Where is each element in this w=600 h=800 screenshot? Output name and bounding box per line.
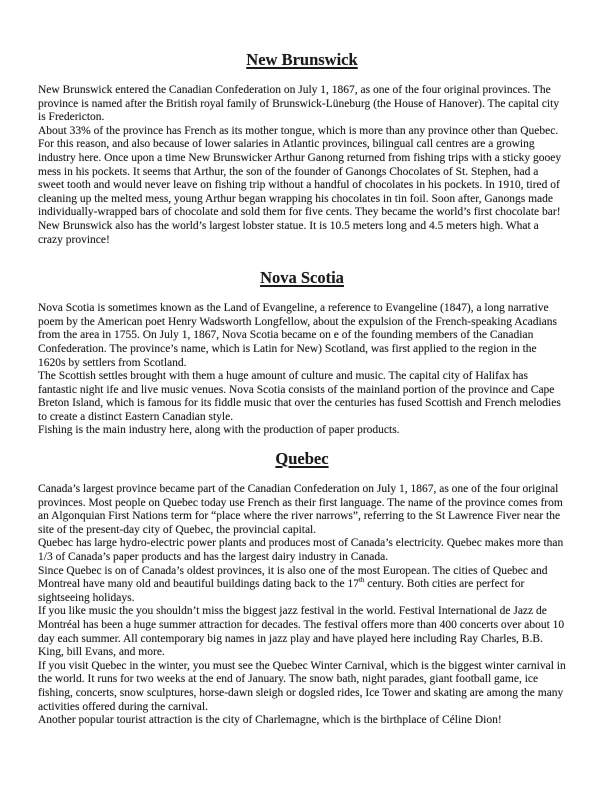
section-quebec	[38, 449, 566, 728]
section-title-quebec: Quebec	[275, 449, 329, 469]
section-nova-scotia	[38, 268, 566, 438]
paragraph: If you like music the you shouldn’t miss the biggest jazz festival in the world. Festival International de Jazz de Montréal has been a huge summer attraction for decades. The festival offers more than 400 concerts over about 10 day each summer. All contemporary big names in jazz play and have played here including Ray Charles, B.B. King, bill Evans, and more.	[38, 605, 565, 659]
paragraph: Another popular tourist attraction is the city of Charlemagne, which is the birthplace of Céline Dion!	[38, 714, 502, 727]
paragraph-text-after-superscript: century. Both cities are perfect for sightseeing holidays.	[38, 578, 525, 604]
section-new-brunswick	[38, 50, 566, 247]
paragraph: Fishing is the main industry here, along with the production of paper products.	[38, 424, 400, 437]
paragraph: Canada’s largest province became part of the Canadian Confederation on July 1, 1867, as one of the four original provinces. Most people on Quebec today use French as their first language. The name of the province comes from an Algonquian First Nations term for “place where the river narrows”, referring to the St Lawrence Fiver near the site of the present-day city of Quebec, the provincial capital.	[38, 483, 563, 536]
paragraph: The Scottish settles brought with them a huge amount of culture and music. The capital city of Halifax has fantastic night ife and live music venues. Nova Scotia consists of the mainland portion of the province and Cape Breton Island, which is famous for its fiddle music that over the centuries has fused Scottish and French melodies to create a distinct Eastern Canadian style.	[38, 370, 561, 423]
section-title-new-brunswick: New Brunswick	[246, 50, 358, 69]
paragraph-text-before-superscript: Since Quebec is on of Canada’s oldest provinces, it is also one of the most European. The cities of Quebec and Montreal have many old and beautiful buildings dating back to the 17	[38, 564, 548, 591]
paragraph: New Brunswick entered the Canadian Confederation on July 1, 1867, as one of the four original provinces. The province is named after the British royal family of Brunswick-Lüneburg (the House of Hanover). The capital city is Fredericton.	[38, 84, 560, 124]
section-title-nova-scotia: Nova Scotia	[260, 268, 344, 288]
ordinal-superscript: th	[358, 576, 365, 585]
paragraph: If you visit Quebec in the winter, you must see the Quebec Winter Carnival, which is the biggest winter carnival in the world. It runs for two weeks at the end of January. The snow bath, night parades, giant football game, ice fishing, concerts, snow sculptures, horse-dawn sleigh or dogsled rides, Ice Tower and skating are among the many activities offered during the carnival.	[38, 659, 566, 713]
paragraph: Nova Scotia is sometimes known as the Land of Evangeline, a reference to Evangeline (1847), a long narrative poem by the American poet Henry Wadsworth Longfellow, about the expulsion of the French-speaking Acadians from the area in 1755. On July 1, 1867, Nova Scotia became on e of the founding members of the Canadian Confederation. The province’s name, which is Latin for New) Scotland, was first applied to the region in the 1620s by settlers from Scotland.	[38, 302, 557, 369]
paragraph	[38, 565, 566, 606]
paragraph: About 33% of the province has French as its mother tongue, which is more than any province other than Quebec. For this reason, and also because of lower salaries in Atlantic provinces, bilingual call centres are a growing industry here. Once upon a time New Brunswicker Arthur Ganong returned from fishing trips with a sticky gooey mess in his pockets. It seems that Arthur, the son of the founder of Ganongs Chocolates of St. Stephen, had a sweet tooth and would never leave on fishing trip without a handful of chocolates in his pockets. In 1910, tired of cleaning up the melted mess, young Arthur began wrapping his chocolates in tin foil. Soon after, Ganongs made individually-wrapped bars of chocolate and sold them for five cents. They became the world’s first chocolate bar! New Brunswick also has the world’s largest lobster statue. It is 10.5 meters long and 4.5 meters high. What a crazy province!	[38, 124, 562, 246]
paragraph: Quebec has large hydro-electric power plants and produces most of Canada’s electricity. Quebec makes more than 1/3 of Canada’s paper products and has the largest dairy industry in Canada.	[38, 537, 564, 564]
